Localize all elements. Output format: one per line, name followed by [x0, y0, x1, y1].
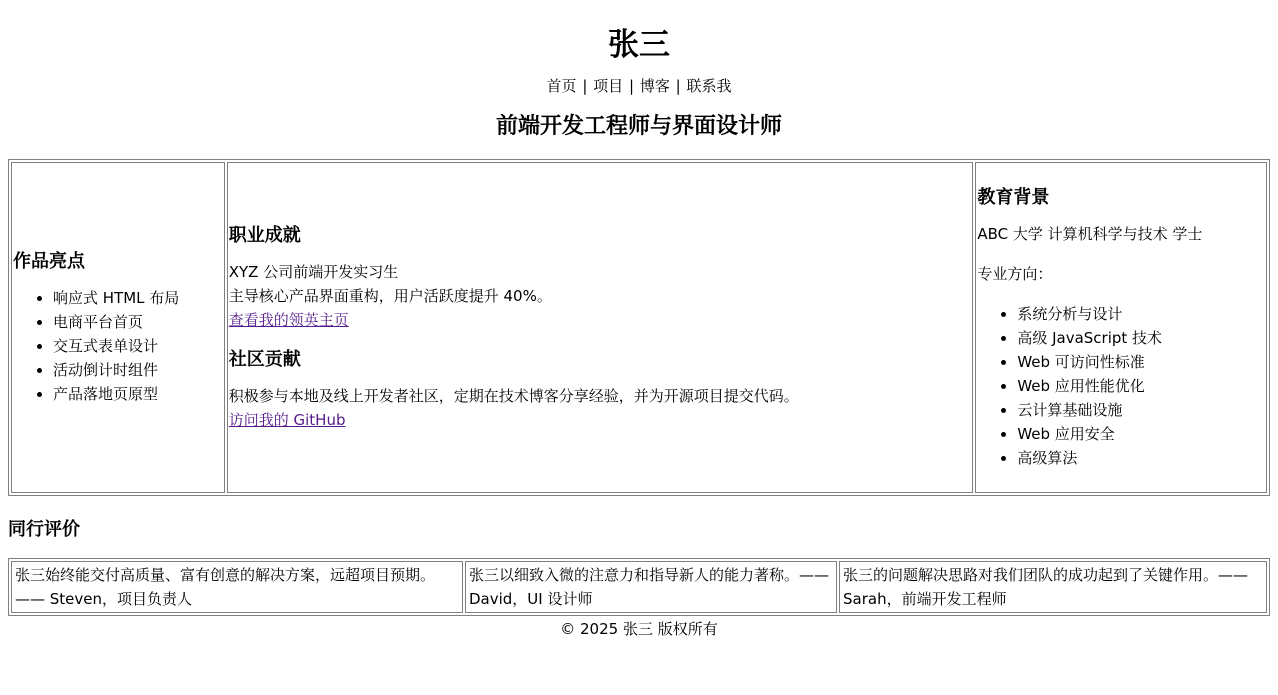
reviews-title: 同行评价	[8, 519, 80, 540]
review-cell: 张三始终能交付高质量、富有创意的解决方案，远超项目预期。—— Steven，项目负责人	[11, 561, 463, 613]
education-title: 教育背景	[977, 186, 1050, 208]
github-link[interactable]: 访问我的 GitHub	[228, 410, 346, 429]
site-title: 张三	[608, 27, 670, 63]
career-company: XYZ 公司前端开发实习生	[228, 262, 399, 281]
nav-blog-link[interactable]: 博客	[639, 77, 670, 95]
community-title: 社区贡献	[228, 348, 301, 370]
portfolio-item: • 产品落地页原型	[53, 382, 223, 406]
portfolio-list	[13, 286, 223, 406]
portfolio-item: • 交互式表单设计	[53, 334, 223, 358]
review-cell: 张三以细致入微的注意力和指导新人的能力著称。—— David，UI 设计师	[465, 561, 837, 613]
course-list	[977, 302, 1265, 470]
portfolio-item: • 电商平台首页	[53, 310, 223, 334]
career-detail: 主导核心产品界面重构，用户活跃度提升 40%。	[228, 286, 552, 305]
nav-bar	[8, 76, 1270, 96]
nav-separator: |	[628, 77, 635, 95]
career-paragraph	[229, 260, 972, 332]
nav-home-link[interactable]: 首页	[546, 77, 577, 95]
course-item: • 云计算基础设施	[1017, 398, 1265, 422]
education-degree: ABC 大学 计算机科学与技术 学士	[977, 224, 1203, 243]
main-layout-table	[8, 159, 1270, 496]
achievements-cell	[227, 162, 974, 493]
course-item: • 高级 JavaScript 技术	[1017, 326, 1265, 350]
course-item: • 高级算法	[1017, 446, 1265, 470]
portfolio-item: • 活动倒计时组件	[53, 358, 223, 382]
course-item: • Web 可访问性标准	[1017, 350, 1265, 374]
linkedin-link[interactable]: 查看我的领英主页	[228, 310, 349, 329]
community-paragraph	[229, 384, 972, 432]
footer-copyright: © 2025 张三 版权所有	[560, 620, 718, 638]
career-title: 职业成就	[228, 224, 301, 246]
reviews-table	[8, 558, 1270, 616]
nav-separator: |	[675, 77, 681, 95]
review-cell: 张三的问题解决思路对我们团队的成功起到了关键作用。—— Sarah，前端开发工程师	[839, 561, 1267, 613]
education-cell	[975, 162, 1267, 493]
page-subtitle: 前端开发工程师与界面设计师	[495, 114, 782, 139]
course-item: • 系统分析与设计	[1017, 302, 1265, 326]
portfolio-item: • 响应式 HTML 布局	[53, 286, 223, 310]
nav-contact-link[interactable]: 联系我	[686, 77, 732, 95]
portfolio-title: 作品亮点	[13, 250, 85, 272]
community-text: 积极参与本地及线上开发者社区，定期在技术博客分享经验，并为开源项目提交代码。	[228, 386, 799, 405]
education-focus-label: 专业方向：	[977, 264, 1053, 283]
portfolio-cell	[11, 162, 225, 493]
nav-separator: |	[582, 77, 588, 95]
course-item: • Web 应用安全	[1017, 422, 1265, 446]
course-item: • Web 应用性能优化	[1017, 374, 1265, 398]
nav-projects-link[interactable]: 项目	[593, 77, 624, 95]
